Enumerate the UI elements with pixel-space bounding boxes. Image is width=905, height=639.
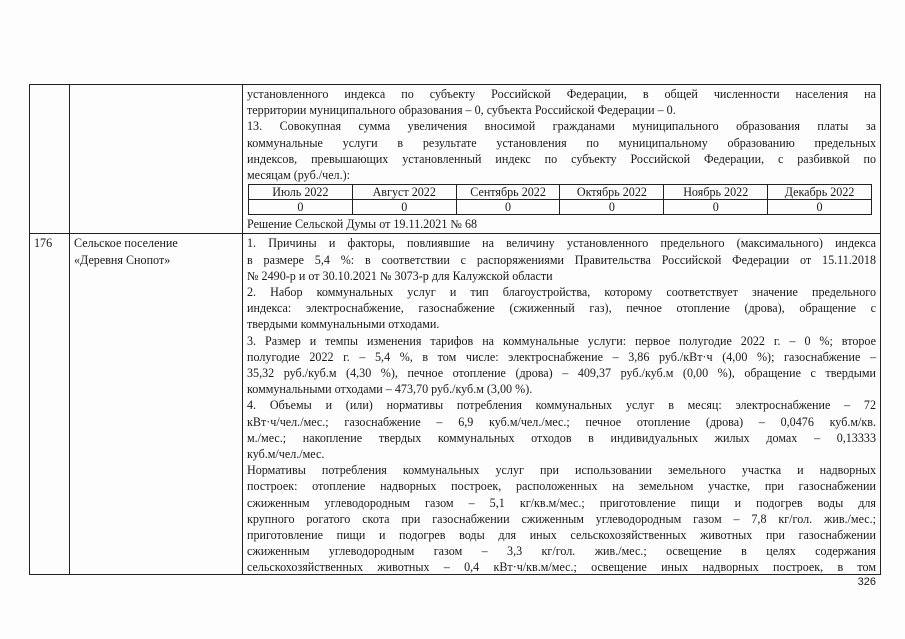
text-line: сжиженным углеводородным газом – 5,1 кг/кв.м/мес.; приготовление пищи и подогрев воды для [247,495,876,510]
text-line: 4. Объемы и (или) нормативы потребления коммунальных услуг в месяц: электроснабжение – 72 [247,398,876,413]
monthly-increase-table [248,184,872,215]
text-line: крупного рогатого скота при газоснабжении сжиженным углеводородным газом – 7,8 кг/гол. жив./мес.; [247,511,876,526]
row-number: 176 [30,234,70,575]
settlement-name-line: «Деревня Снопот» [74,252,171,267]
month-value: 0 [768,200,872,215]
text-line: № 2490-р и от 30.10.2021 № 3073-р для Калужской области [247,268,553,283]
row-number-cell [30,85,70,234]
table-row [30,85,881,234]
text-line: приготовление пищи и подогрев воды для иных сельскохозяйственных животных при газоснабжении [247,528,876,543]
settlement-cell [70,85,243,234]
table-row [30,234,881,575]
table-row [249,185,872,200]
month-value: 0 [664,200,768,215]
table-row [249,200,872,215]
text-line: построек: отопление надворных построек, расположенных на земельном участке, при газоснабжении [247,479,876,494]
month-header: Июль 2022 [249,185,353,200]
month-value: 0 [456,200,560,215]
settlements-table [29,84,881,575]
text-line: сжиженным углеводородным газом – 3,3 кг/гол. жив./мес.; освещение в целях содержания [247,544,876,559]
month-value: 0 [352,200,456,215]
text-line: в размере 5,4 %: в соответствии с распоряжениями Правительства Российской Федерации от 15.11.2018 [247,252,876,267]
text-line: Нормативы потребления коммунальных услуг при использовании земельного участка и надворных [247,463,876,478]
text-line: 1. Причины и факторы, повлиявшие на величину установленного предельного (максимального) индекса [247,236,876,251]
text-line: полугодие 2022 г. – 5,4 %, в том числе: электроснабжение – 3,86 руб./кВт·ч (4,00 %); газоснабжение – [247,349,876,364]
details-cell [243,234,881,575]
month-header: Октябрь 2022 [560,185,664,200]
text-line: твердыми коммунальными отходами. [247,317,440,332]
month-header: Сентябрь 2022 [456,185,560,200]
page-number: 326 [857,576,876,588]
decision-reference: Решение Сельской Думы от 19.11.2021 № 68 [247,217,478,232]
details-cell [243,85,881,234]
text-line: индекса: электроснабжение, газоснабжение (сжиженный газ), печное отопление (дрова), обращение с [247,301,876,316]
text-line: коммунальными отходами – 473,70 руб./куб.м (3,00 %). [247,382,533,397]
month-value: 0 [560,200,664,215]
text-line: сельскохозяйственных животных – 0,4 кВт·ч/кв.м/мес.; освещение иных надворных построек, в том [247,560,876,574]
month-header: Август 2022 [352,185,456,200]
settlement-cell [70,234,243,575]
text-line: индексов, превышающих установленный индекс по субъекту Российской Федерации, с разбивкой по [247,151,876,166]
month-header: Ноябрь 2022 [664,185,768,200]
text-line: м./мес.; накопление твердых коммунальных отходов в индивидуальных жилых домах – 0,13333 [247,430,876,445]
text-line: 2. Набор коммунальных услуг и тип благоустройства, которому соответствует значение предельного [247,285,876,300]
month-value: 0 [249,200,353,215]
settlement-name-line: Сельское поселение [74,236,178,251]
text-line: 35,32 руб./куб.м (4,30 %), печное отопление (дрова) – 409,37 руб./куб.м (0,00 %), обращение с твердыми [247,366,876,381]
text-line: кВт·ч/чел./мес.; газоснабжение – 6,9 куб.м/чел./мес.; печное отопление (дрова) – 0,0476 куб.м/кв. [247,414,876,429]
text-line: месяцам (руб./чел.): [247,168,351,183]
month-header: Декабрь 2022 [768,185,872,200]
text-line: установленного индекса по субъекту Российской Федерации, в общей численности населения на [247,87,876,101]
text-line: 3. Размер и темпы изменения тарифов на коммунальные услуги: первое полугодие 2022 г. – 0 %; второе [247,333,876,348]
text-line: 13. Совокупная сумма увеличения вносимой гражданами муниципального образования платы за [247,119,876,134]
text-line: куб.м/чел./мес. [247,447,325,462]
text-line: коммунальные услуги в результате установления по муниципальному образованию предельных [247,135,876,150]
text-line: территории муниципального образования – 0, субъекта Российской Федерации – 0. [247,103,676,118]
